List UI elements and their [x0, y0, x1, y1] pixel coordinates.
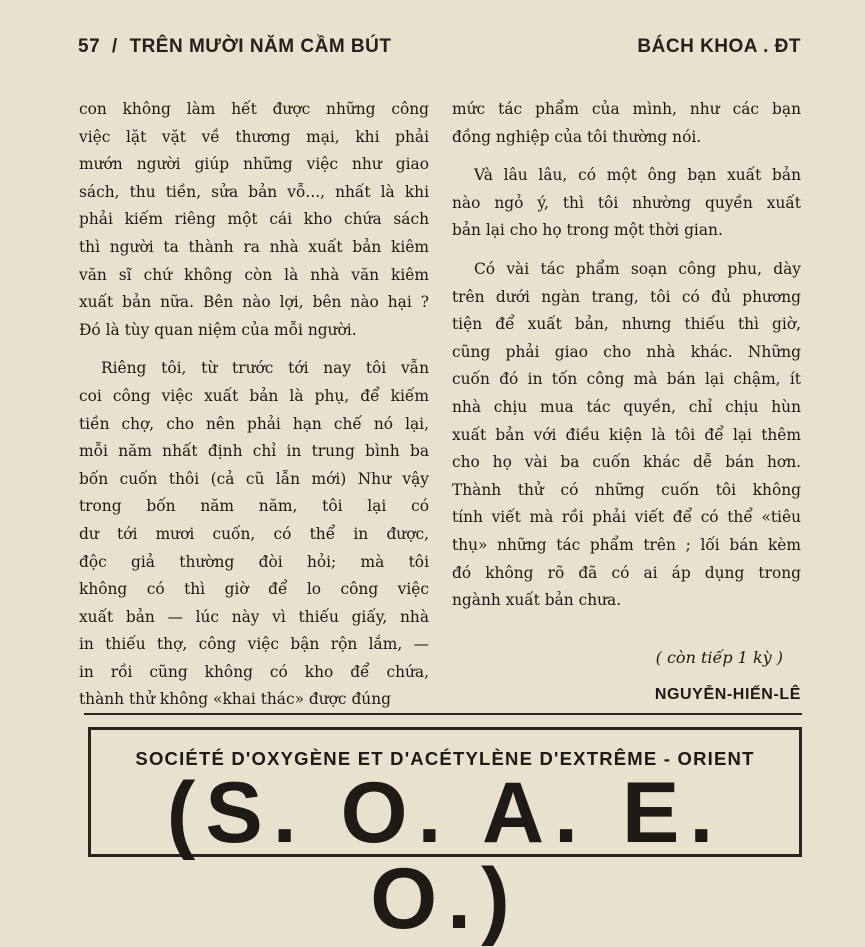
text-line: việc lặt vặt về thương mại, khi phải [79, 127, 429, 146]
header-left [78, 36, 397, 58]
divider-rule [84, 713, 802, 715]
advertisement-box [88, 727, 802, 947]
paragraph [79, 96, 429, 344]
text-line: trên dưới ngàn trang, tôi có đủ phương [452, 287, 801, 306]
paragraph-gap [452, 151, 801, 162]
text-line: xuất bản — lúc này vì thiếu giấy, nhà [79, 607, 429, 626]
paragraph [452, 162, 801, 245]
paragraph-gap [452, 245, 801, 256]
text-line: thụ» những tác phẩm trên ; lối bán kèm [452, 535, 801, 554]
ad-company-name: SOCIÉTÉ D'OXYGÈNE ET D'ACÉTYLÈNE D'EXTRÊME - ORIENT [135, 748, 755, 769]
article-title: TRÊN MƯỜI NĂM CẦM BÚT [129, 36, 392, 57]
text-line: đồng nghiệp của tôi thường nói. [452, 127, 702, 146]
text-line: nào ngỏ ý, thì tôi nhường quyền xuất [452, 193, 801, 212]
text-line: phải kiếm riêng một cái kho chứa sách [79, 210, 429, 229]
running-header [78, 36, 801, 58]
text-line: cũng phải giao cho nhà khác. Những [452, 342, 801, 361]
left-column [79, 96, 429, 714]
text-line: tính viết mà rồi phải viết để có thể «tiêu [452, 508, 801, 527]
text-line: trong bốn năm năm, tôi lại có [79, 497, 429, 516]
text-line: cuốn đó in tốn công mà bán lại chậm, ít [452, 370, 801, 389]
text-line: thì người ta thành ra nhà xuất bản kiêm [79, 237, 429, 256]
header-separator: / [111, 36, 118, 57]
text-line: thành thử không «khai thác» được đúng [79, 690, 391, 709]
text-line: Có vài tác phẩm soạn công phu, dày [474, 259, 801, 278]
text-line: văn sĩ chứ không còn là nhà văn kiêm [79, 265, 429, 284]
text-line: xuất bản với điều kiện là tôi để lại thêm [452, 425, 801, 444]
paragraph-gap [79, 344, 429, 355]
text-line: xuất bản nữa. Bên nào lợi, bên nào hại ? [79, 293, 429, 312]
text-line: nhà chịu mua tác quyền, chỉ chịu hùn [452, 397, 801, 416]
text-line: sách, thu tiền, sửa bản vỗ..., nhất là khi [79, 182, 429, 201]
text-line: mướn người giúp những việc như giao [79, 155, 429, 174]
text-line: mỗi năm nhất định chỉ in trung bình ba [79, 442, 429, 461]
text-line: không có thì giờ để lo công việc [79, 580, 429, 599]
text-line: con không làm hết được những công [79, 100, 429, 118]
paragraph [452, 96, 801, 151]
text-line: bốn cuốn thôi (cả cũ lẫn mới) Như vậy [79, 469, 429, 488]
text-line: bản lại cho họ trong một thời gian. [452, 221, 723, 240]
continued-note: ( còn tiếp 1 kỳ ) [655, 648, 783, 667]
text-line: mức tác phẩm của mình, như các bạn [452, 100, 801, 118]
right-column [452, 96, 801, 615]
page-number: 57 [78, 36, 101, 57]
text-line: Riêng tôi, từ trước tới nay tôi vẫn [101, 359, 429, 378]
text-line: coi công việc xuất bản là phụ, để kiếm [79, 386, 429, 405]
author-signature: NGUYỄN-HIẾN-LÊ [654, 686, 801, 703]
text-line: tiền chợ, cho nên phải hạn chế nó lại, [79, 414, 429, 433]
text-line: Thành thử có những cuốn tôi không [452, 480, 801, 499]
text-line: độc giả thường đòi hỏi; mà tôi [79, 552, 429, 571]
text-line: tiện để xuất bản, nhưng thiếu thì giờ, [452, 315, 801, 334]
ad-logo-text: (S. O. A. E. O.) [166, 765, 724, 947]
text-line: in rồi cũng không có kho để chứa, [79, 662, 429, 681]
text-line: Đó là tùy quan niệm của mỗi người. [79, 320, 357, 339]
text-line: đó không rõ đã có ai áp dụng trong [452, 563, 801, 582]
text-line: in thiếu thợ, công việc bận rộn lắm, — [79, 635, 429, 654]
paragraph [452, 256, 801, 615]
text-line: ngành xuất bản chưa. [452, 591, 622, 610]
text-line: dư tới mươi cuốn, có thể in được, [79, 524, 429, 543]
magazine-name: BÁCH KHOA . ĐT [637, 36, 801, 57]
text-line: Và lâu lâu, có một ông bạn xuất bản [474, 166, 801, 185]
text-line: cho họ vài ba cuốn khác dễ bán hơn. [452, 453, 801, 472]
paragraph [79, 355, 429, 714]
